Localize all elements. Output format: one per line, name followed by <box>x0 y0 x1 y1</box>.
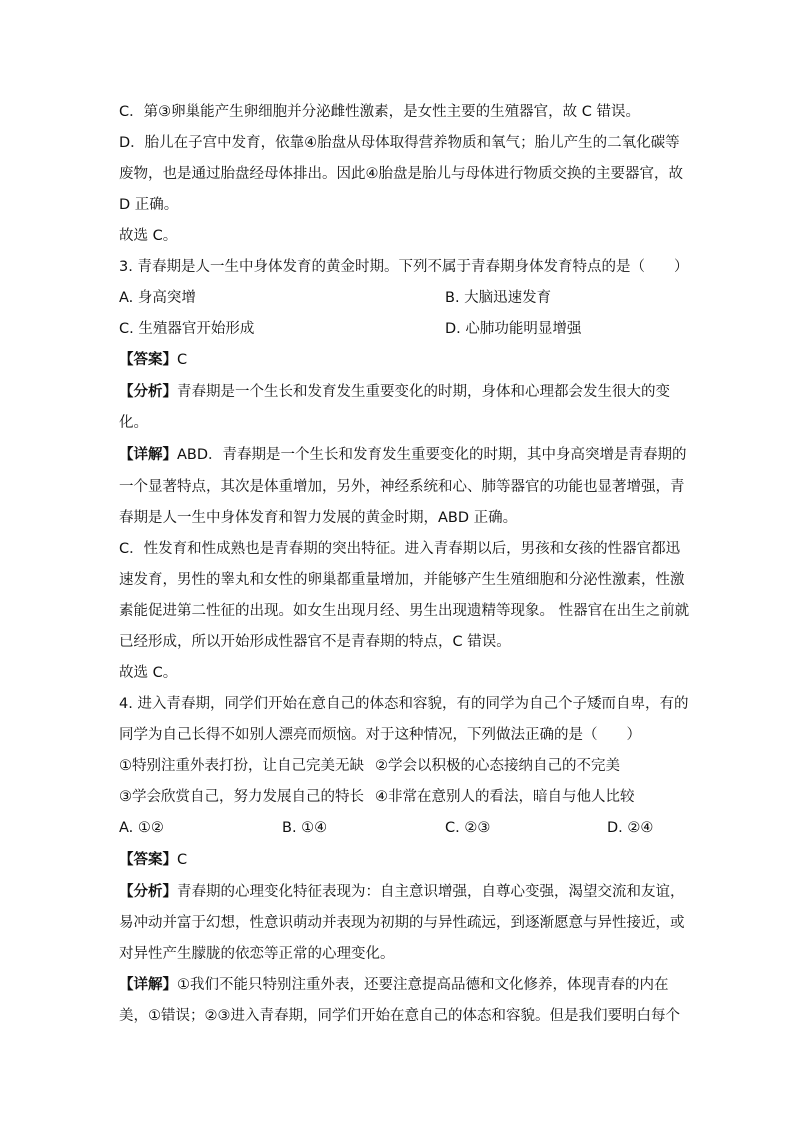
answer-tag: 【答案】 <box>119 352 177 368</box>
q4-statement-3: ③学会欣赏自己，努力发展自己的特长 <box>119 789 364 805</box>
q3-option-a: A. 身高突增 <box>119 290 196 306</box>
q4-option-a: A. ①② <box>119 820 164 836</box>
text-line: D 正确。 <box>119 197 179 213</box>
text-line: 同学为自己长得不如别人漂亮而烦恼。对于这种情况，下列做法正确的是（ ） <box>119 727 641 743</box>
q4-answer <box>119 850 187 870</box>
question-4-stem: 4. 进入青春期，同学们开始在意自己的体态和容貌，有的同学为自己个子矮而自卑，有的 <box>119 696 689 712</box>
q4-option-d: D. ②④ <box>607 820 654 836</box>
text-line: 速发育，男性的睾丸和女性的卵巢都重量增加，并能够产生生殖细胞和分泌性激素，性激 <box>119 572 685 588</box>
text-line: 对异性产生朦胧的依恋等正常的心理变化。 <box>119 946 395 962</box>
text-line: 一个显著特点，其次是体重增加，另外，神经系统和心、肺等器官的功能也显著增强，青 <box>119 479 685 495</box>
answer-value: C <box>177 352 188 368</box>
text-line: 废物，也是通过胎盘经母体排出。因此④胎盘是胎儿与母体进行物质交换的主要器官，故 <box>119 166 683 182</box>
text-line: D．胎儿在子宫中发育，依靠④胎盘从母体取得营养物质和氧气；胎儿产生的二氧化碳等 <box>119 135 680 151</box>
detail-text: ①我们不能只特别注重外表，还要注意提高品德和文化修养，体现青春的内在 <box>177 977 669 993</box>
q3-option-b: B. 大脑迅速发育 <box>445 290 552 306</box>
text-line: 素能促进第二性征的出现。如女生出现月经、男生出现遗精等现象。 性器官在出生之前就 <box>119 603 690 619</box>
question-3-stem: 3. 青春期是人一生中身体发育的黄金时期。下列不属于青春期身体发育特点的是（ ） <box>119 259 689 275</box>
analysis-text: 青春期是一个生长和发育发生重要变化的时期，身体和心理都会发生很大的变 <box>177 384 670 400</box>
detail-tag: 【详解】 <box>119 447 177 463</box>
q3-answer <box>119 350 187 370</box>
text-line: 春期是人一生中身体发育和智力发展的黄金时期，ABD 正确。 <box>119 510 518 526</box>
detail-text: ABD．青春期是一个生长和发育发生重要变化的时期，其中身高突增是青春期的 <box>177 447 687 463</box>
text-line: C．第③卵巢能产生卵细胞并分泌雌性激素，是女性主要的生殖器官，故 C 错误。 <box>119 104 640 120</box>
analysis-text: 青春期的心理变化特征表现为：自主意识增强，自尊心变强，渴望交流和友谊， <box>177 884 685 900</box>
text-line: 故选 C。 <box>119 665 178 681</box>
detail-tag: 【详解】 <box>119 977 177 993</box>
text-line: 化。 <box>119 415 148 431</box>
text-line: 美，①错误；②③进入青春期，同学们开始在意自己的体态和容貌。但是我们要明白每个 <box>119 1008 680 1024</box>
text-line: C．性发育和性成熟也是青春期的突出特征。进入青春期以后，男孩和女孩的性器官都迅 <box>119 541 681 557</box>
q4-statement-4: ④非常在意别人的看法，暗自与他人比较 <box>375 789 635 805</box>
q3-analysis <box>119 382 670 402</box>
q3-option-d: D. 心肺功能明显增强 <box>445 321 582 337</box>
q4-analysis <box>119 882 685 902</box>
q3-option-c: C. 生殖器官开始形成 <box>119 321 255 337</box>
q4-option-b: B. ①④ <box>282 820 328 836</box>
analysis-tag: 【分析】 <box>119 384 177 400</box>
q4-detail <box>119 975 669 995</box>
q4-option-c: C. ②③ <box>445 820 491 836</box>
answer-tag: 【答案】 <box>119 852 177 868</box>
answer-value: C <box>177 852 188 868</box>
text-line: 易冲动并富于幻想，性意识萌动并表现为初期的与异性疏远，到逐渐愿意与异性接近，或 <box>119 915 685 931</box>
q3-detail <box>119 445 687 465</box>
q4-statement-2: ②学会以积极的心态接纳自己的不完美 <box>375 758 620 774</box>
q4-statement-1: ①特别注重外表打扮，让自己完美无缺 <box>119 758 364 774</box>
text-line: 已经形成，所以开始形成性器官不是青春期的特点，C 错误。 <box>119 634 511 650</box>
text-line: 故选 C。 <box>119 228 178 244</box>
analysis-tag: 【分析】 <box>119 884 177 900</box>
